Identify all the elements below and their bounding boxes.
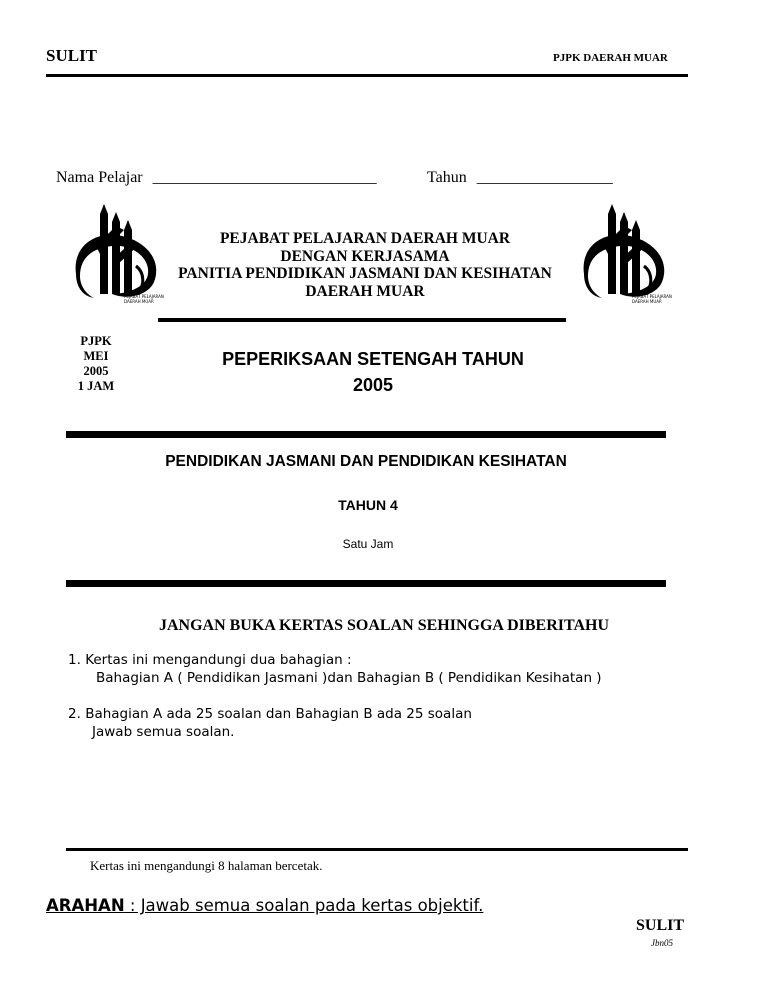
instruction-number: 1. — [68, 652, 81, 668]
year-field — [427, 169, 613, 187]
student-name-label: Nama Pelajar — [56, 169, 143, 186]
header-district: PJPK DAERAH MUAR — [553, 52, 668, 64]
header-rule — [46, 74, 688, 77]
thick-rule-bottom — [66, 580, 666, 587]
instruction-line: Kertas ini mengandungi dua bahagian : — [85, 652, 352, 668]
office-line: DAERAH MUAR — [305, 282, 425, 300]
year-label: Tahun — [427, 169, 467, 186]
exam-meta-item: PJPK — [80, 334, 112, 348]
instruction-item — [68, 705, 472, 741]
logo-right-caption: PEJABAT PELAJARAN DAERAH MUAR — [632, 294, 672, 304]
pages-note: Kertas ini mengandungi 8 halaman bercetak. — [90, 858, 323, 873]
instruction-item — [68, 651, 602, 687]
exam-title-year: 2005 — [352, 375, 394, 395]
arahan-text: : Jawab semua soalan pada kertas objektif. — [124, 896, 484, 915]
office-line: DENGAN KERJASAMA — [280, 247, 450, 265]
exam-title — [168, 346, 578, 398]
thick-rule-top — [66, 431, 666, 438]
office-line: PANITIA PENDIDIKAN JASMANI DAN KESIHATAN — [178, 265, 552, 282]
exam-title-line1: PEPERIKSAAN SETENGAH TAHUN — [222, 349, 524, 369]
instruction-line: Jawab semua soalan. — [92, 724, 235, 740]
subject-name: PENDIDIKAN JASMANI DAN PENDIDIKAN KESIHATAN — [165, 453, 567, 470]
arahan — [46, 896, 483, 915]
instruction-line: Bahagian A ada 25 soalan dan Bahagian B ada 25 soalan — [85, 706, 472, 722]
instruction-number: 2. — [68, 706, 81, 722]
office-heading — [140, 230, 590, 300]
student-name-field — [56, 169, 377, 187]
student-name-blank: ____________________________ — [152, 169, 377, 186]
footer-sulit: SULIT — [636, 917, 685, 934]
year-blank: _________________ — [476, 169, 613, 186]
logo-left-caption: PEJABAT PELAJARAN DAERAH MUAR — [124, 294, 164, 304]
subject-year: TAHUN 4 — [338, 497, 398, 513]
exam-meta-item: 2005 — [83, 364, 109, 378]
header-sulit: SULIT — [46, 46, 98, 65]
office-line: PEJABAT PELAJARAN DAERAH MUAR — [219, 230, 511, 247]
footer-code: Jbn05 — [651, 938, 673, 948]
subject-duration: Satu Jam — [342, 537, 394, 551]
arahan-label: ARAHAN — [46, 896, 125, 915]
instruction-line: Bahagian A ( Pendidikan Jasmani )dan Bahagian B ( Pendidikan Kesihatan ) — [96, 670, 602, 686]
exam-meta-item: MEI — [83, 349, 109, 363]
footer-rule — [66, 848, 688, 851]
exam-meta-item: 1 JAM — [77, 379, 115, 393]
exam-meta — [66, 334, 126, 394]
warning-text: JANGAN BUKA KERTAS SOALAN SEHINGGA DIBERITAHU — [158, 617, 610, 634]
logo-right — [574, 196, 682, 312]
office-rule — [158, 318, 566, 322]
